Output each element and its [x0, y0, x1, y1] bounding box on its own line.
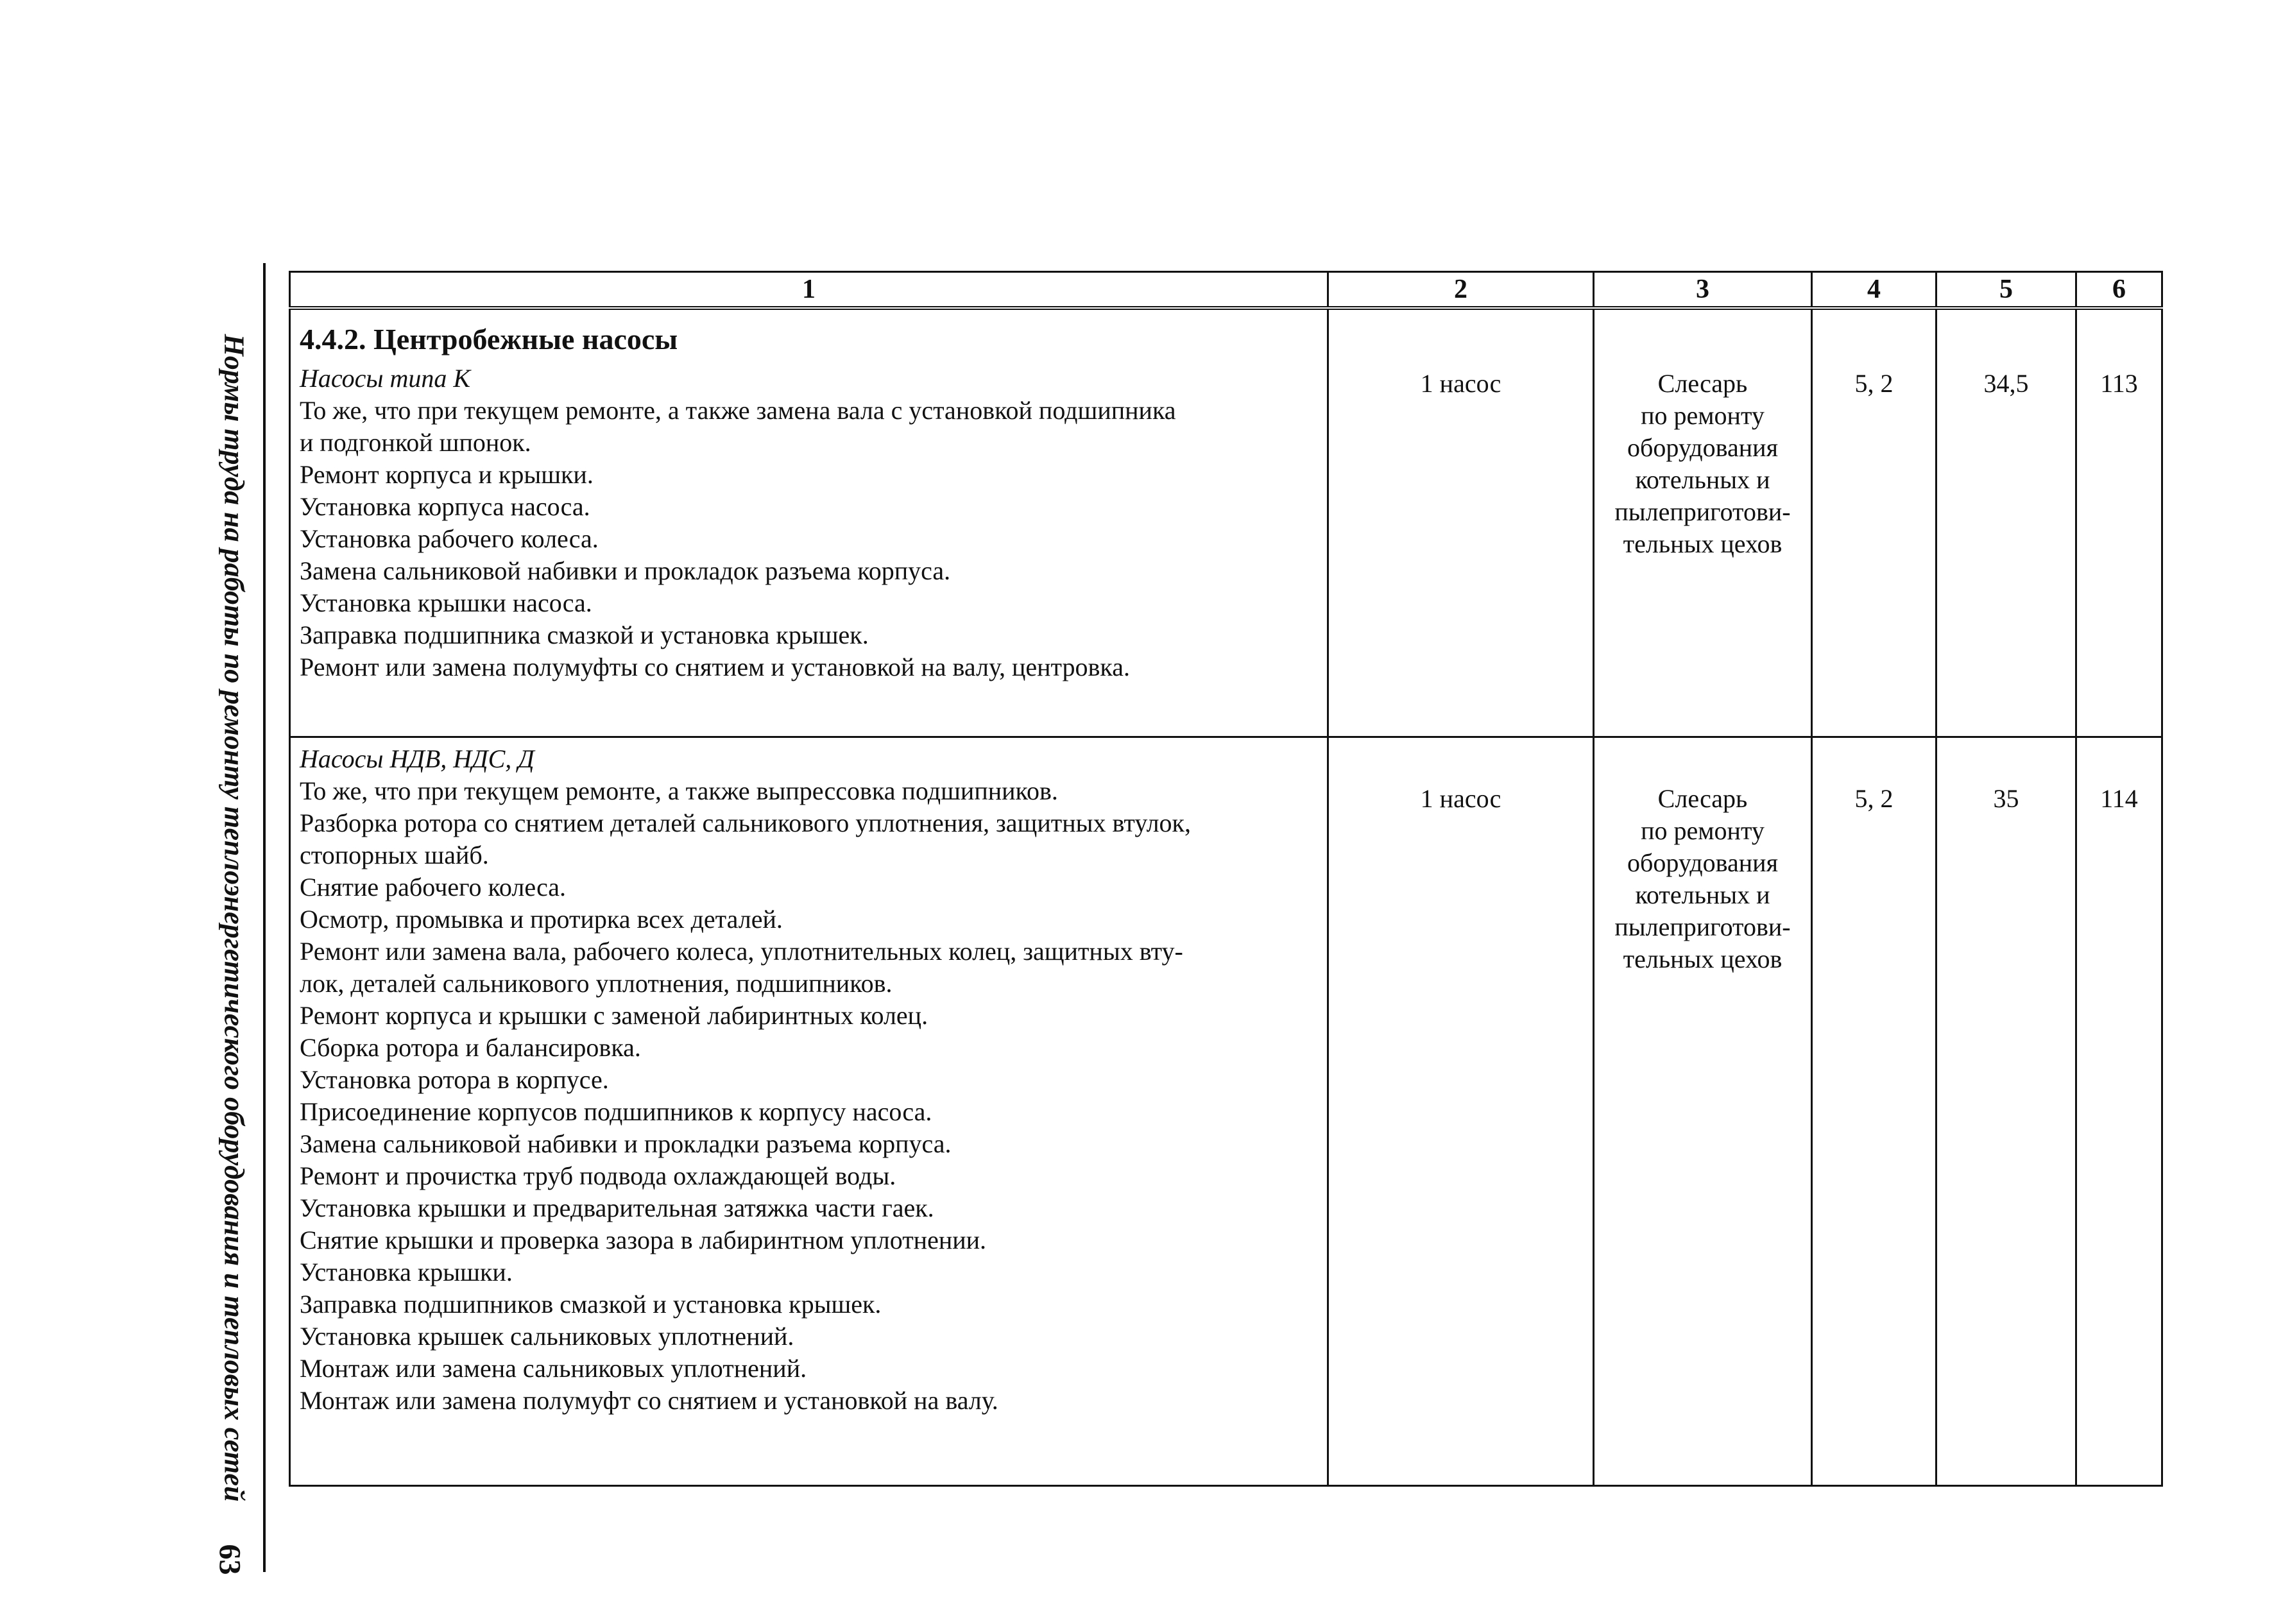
- description-cell: [290, 308, 1328, 737]
- executor-line: котельных и: [1635, 465, 1770, 494]
- operation-item: Снятие рабочего колеса.: [300, 873, 567, 902]
- operation-item: Сборка ротора и балансировка.: [300, 1033, 641, 1062]
- operation-item: Ремонт корпуса и крышки.: [300, 460, 594, 489]
- side-divider-line: [263, 263, 266, 1572]
- executor-line: Слесарь: [1657, 369, 1748, 398]
- norms-table: [289, 271, 2163, 1487]
- side-caption: [209, 334, 260, 1501]
- group-title: Насосы типа К: [300, 364, 470, 393]
- operation-item: Ремонт корпуса и крышки с заменой лабиринтных колец.: [300, 1001, 928, 1030]
- executor-line: по ремонту: [1641, 401, 1765, 430]
- header-col-6: 6: [2076, 272, 2162, 309]
- value-cell-col6: 113: [2076, 308, 2162, 737]
- operation-item: Заправка подшипника смазкой и установка крышек.: [300, 620, 869, 649]
- operation-item: Заправка подшипников смазкой и установка крышек.: [300, 1290, 882, 1319]
- executor-line: Слесарь: [1657, 784, 1748, 813]
- operation-item: То же, что при текущем ремонте, а также выпрессовка подшипников.: [300, 776, 1058, 805]
- table-row: [290, 308, 2162, 737]
- executor-line: тельных цехов: [1623, 944, 1782, 973]
- table-row: [290, 737, 2162, 1486]
- header-col-3: 3: [1594, 272, 1812, 309]
- operation-item: Замена сальниковой набивки и прокладки разъема корпуса.: [300, 1129, 952, 1158]
- unit-cell: 1 насос: [1328, 308, 1594, 737]
- operation-item: Установка ротора в корпусе.: [300, 1065, 609, 1094]
- unit-cell: 1 насос: [1328, 737, 1594, 1486]
- operation-item: Установка крышки.: [300, 1258, 513, 1286]
- header-col-4: 4: [1812, 272, 1936, 309]
- executor-line: пылеприготови-: [1614, 497, 1791, 526]
- value-cell-col5: 34,5: [1936, 308, 2076, 737]
- operation-item: То же, что при текущем ремонте, а также замена вала с установкой подшипника: [300, 396, 1176, 425]
- side-caption-text: Нормы труда на работы по ремонту теплоэнергетического оборудования и тепловых сетей: [218, 334, 250, 1501]
- page-number: [204, 1527, 255, 1591]
- operation-item: Установка рабочего колеса.: [300, 524, 599, 553]
- executor-line: тельных цехов: [1623, 529, 1782, 558]
- operation-item: и подгонкой шпонок.: [300, 428, 531, 457]
- executor-cell: [1594, 737, 1812, 1486]
- operation-item: Осмотр, промывка и протирка всех деталей.: [300, 905, 783, 934]
- page-number-text: 63: [212, 1544, 247, 1575]
- header-col-2: 2: [1328, 272, 1594, 309]
- value-cell-col6: 114: [2076, 737, 2162, 1486]
- operation-item: Снятие крышки и проверка зазора в лабиринтном уплотнении.: [300, 1226, 987, 1254]
- header-col-1: 1: [290, 272, 1328, 309]
- description-cell: [290, 737, 1328, 1486]
- executor-line: по ремонту: [1641, 816, 1765, 845]
- operation-item: Замена сальниковой набивки и прокладок разъема корпуса.: [300, 556, 951, 585]
- executor-line: оборудования: [1627, 848, 1778, 877]
- value-cell-col4: 5, 2: [1812, 737, 1936, 1486]
- executor-cell: [1594, 308, 1812, 737]
- operations-list: [300, 775, 1318, 1417]
- operation-item: стопорных шайб.: [300, 841, 489, 869]
- operation-item: Ремонт или замена вала, рабочего колеса, уплотнительных колец, защитных вту-: [300, 937, 1183, 966]
- operation-item: Установка крышки и предварительная затяжка части гаек.: [300, 1193, 934, 1222]
- value-cell-col5: 35: [1936, 737, 2076, 1486]
- operation-item: Монтаж или замена сальниковых уплотнений.: [300, 1354, 807, 1383]
- executor-line: оборудования: [1627, 433, 1778, 462]
- executor-line: пылеприготови-: [1614, 912, 1791, 941]
- value-cell-col4: 5, 2: [1812, 308, 1936, 737]
- operation-item: Разборка ротора со снятием деталей сальникового уплотнения, защитных втулок,: [300, 808, 1191, 837]
- operation-item: лок, деталей сальникового уплотнения, подшипников.: [300, 969, 893, 998]
- operations-list: [300, 395, 1318, 683]
- operation-item: Присоединение корпусов подшипников к корпусу насоса.: [300, 1097, 932, 1126]
- operation-item: Установка корпуса насоса.: [300, 492, 590, 521]
- operation-item: Установка крышки насоса.: [300, 588, 592, 617]
- group-title: Насосы НДВ, НДС, Д: [300, 744, 534, 773]
- operation-item: Монтаж или замена полумуфт со снятием и установкой на валу.: [300, 1386, 998, 1415]
- header-row: [290, 272, 2162, 309]
- operation-item: Ремонт и прочистка труб подвода охлаждающей воды.: [300, 1161, 896, 1190]
- operation-item: Ремонт или замена полумуфты со снятием и установкой на валу, центровка.: [300, 653, 1130, 681]
- header-col-5: 5: [1936, 272, 2076, 309]
- section-title: 4.4.2. Центробежные насосы: [300, 323, 678, 355]
- executor-line: котельных и: [1635, 880, 1770, 909]
- operation-item: Установка крышек сальниковых уплотнений.: [300, 1322, 794, 1351]
